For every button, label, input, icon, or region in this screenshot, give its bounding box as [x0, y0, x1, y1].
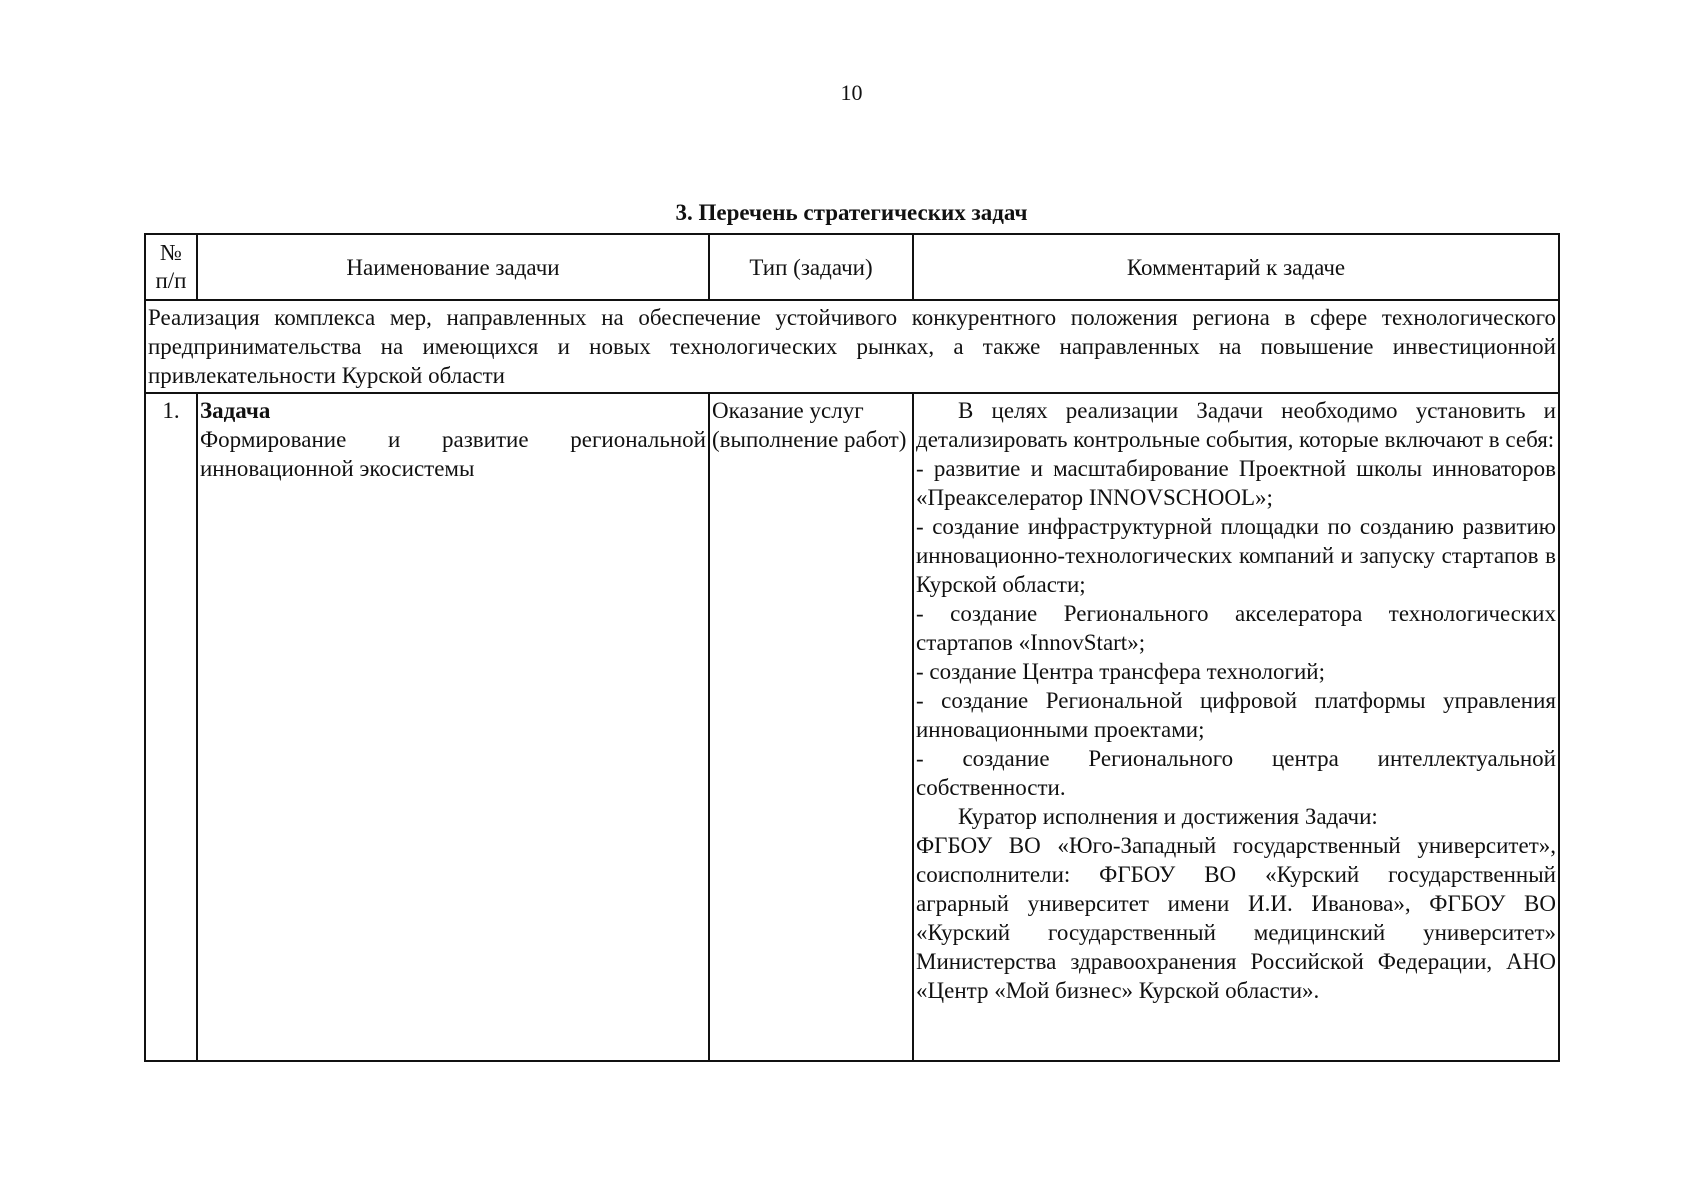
comment-item: - создание Регионального центра интеллектуальной собственности. — [916, 746, 1556, 800]
header-type: Тип (задачи) — [709, 234, 913, 300]
task-type: Оказание услуг (выполнение работ) — [709, 393, 913, 1061]
header-comment: Комментарий к задаче — [913, 234, 1559, 300]
row-number: 1. — [145, 393, 197, 1061]
task-cell — [197, 393, 709, 1061]
comment-intro: В целях реализации Задачи необходимо установить и детализировать контрольные события, которые включают в себя: — [916, 398, 1556, 452]
curator-heading: Куратор исполнения и достижения Задачи: — [958, 804, 1378, 829]
group-row — [145, 300, 1559, 393]
comment-item: - создание Региональной цифровой платформы управления инновационными проектами; — [916, 688, 1556, 742]
comment-item: - создание Центра трансфера технологий; — [916, 659, 1325, 684]
task-label: Задача — [200, 398, 271, 423]
section-title: 3. Перечень стратегических задач — [675, 200, 1028, 225]
task-name: Формирование и развитие региональной инновационной экосистемы — [200, 427, 706, 481]
header-number: № п/п — [145, 234, 197, 300]
table-row — [145, 393, 1559, 1061]
page-number: 10 — [840, 80, 863, 105]
comment-item: - создание инфраструктурной площадки по созданию развитию инновационно-технологических компаний и запуску стартапов в Курской области; — [916, 514, 1556, 597]
curator-text: ФГБОУ ВО «Юго-Западный государственный университет», соисполнители: ФГБОУ ВО «Курский государственный аграрный университет имени И.И. Иванова», ФГБОУ ВО «Курский государственный медицинский университет» Министерства здравоохранения Российской Федерации, АНО «Центр «Мой бизнес» Курской области». — [916, 833, 1556, 1003]
table-header-row — [145, 234, 1559, 300]
group-description: Реализация комплекса мер, направленных на обеспечение устойчивого конкурентного положения региона в сфере технологического предпринимательства на имеющихся и новых технологических рынках, а также направленных на повышение инвестиционной привлекательности Курской области — [145, 300, 1559, 393]
comment-item: - развитие и масштабирование Проектной школы инноваторов «Преакселератор INNOVSCHOOL»; — [916, 456, 1556, 510]
task-comment — [913, 393, 1559, 1061]
strategic-tasks-table — [144, 233, 1560, 1062]
comment-item: - создание Регионального акселератора технологических стартапов «InnovStart»; — [916, 601, 1556, 655]
header-name: Наименование задачи — [197, 234, 709, 300]
